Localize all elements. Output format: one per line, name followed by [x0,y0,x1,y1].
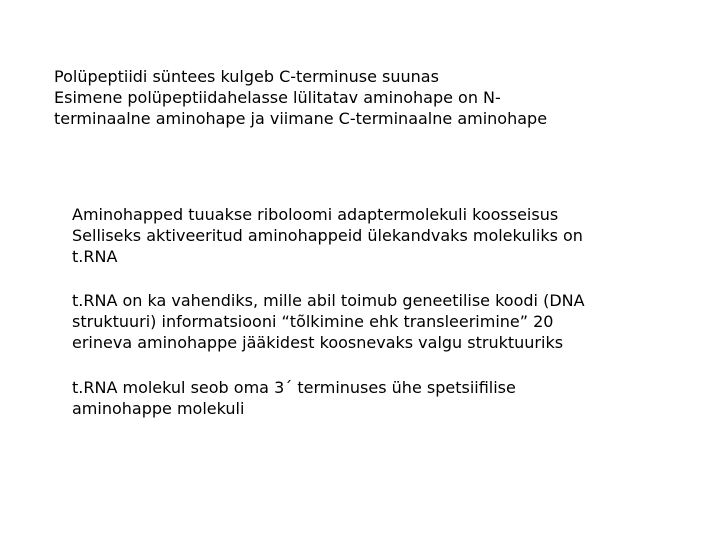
paragraph-line: Aminohapped tuuakse riboloomi adaptermolekuli koosseisus [72,205,559,224]
paragraph-line: t.RNA molekul seob oma 3´ terminuses ühe spetsiifilise [72,378,516,397]
paragraph-trna-binding [72,377,516,419]
paragraph-line: t.RNA [72,247,118,266]
paragraph-line: struktuuri) informatsiooni “tõlkimine ehk transleerimine” 20 [72,312,554,331]
paragraph-adapter-molecule [72,204,583,267]
paragraph-trna-translation [72,290,585,353]
intro-text-block [54,66,547,129]
intro-line-1: Polüpeptiidi süntees kulgeb C-terminuse suunas [54,67,439,86]
paragraph-line: t.RNA on ka vahendiks, mille abil toimub geneetilise koodi (DNA [72,291,585,310]
paragraph-line: Selliseks aktiveeritud aminohappeid ülekandvaks molekuliks on [72,226,583,245]
intro-line-3: terminaalne aminohape ja viimane C-terminaalne aminohape [54,109,548,128]
paragraph-line: aminohappe molekuli [72,399,245,418]
paragraph-line: erineva aminohappe jääkidest koosnevaks valgu struktuuriks [72,333,564,352]
intro-line-2: Esimene polüpeptiidahelasse lülitatav aminohape on N- [54,88,501,107]
